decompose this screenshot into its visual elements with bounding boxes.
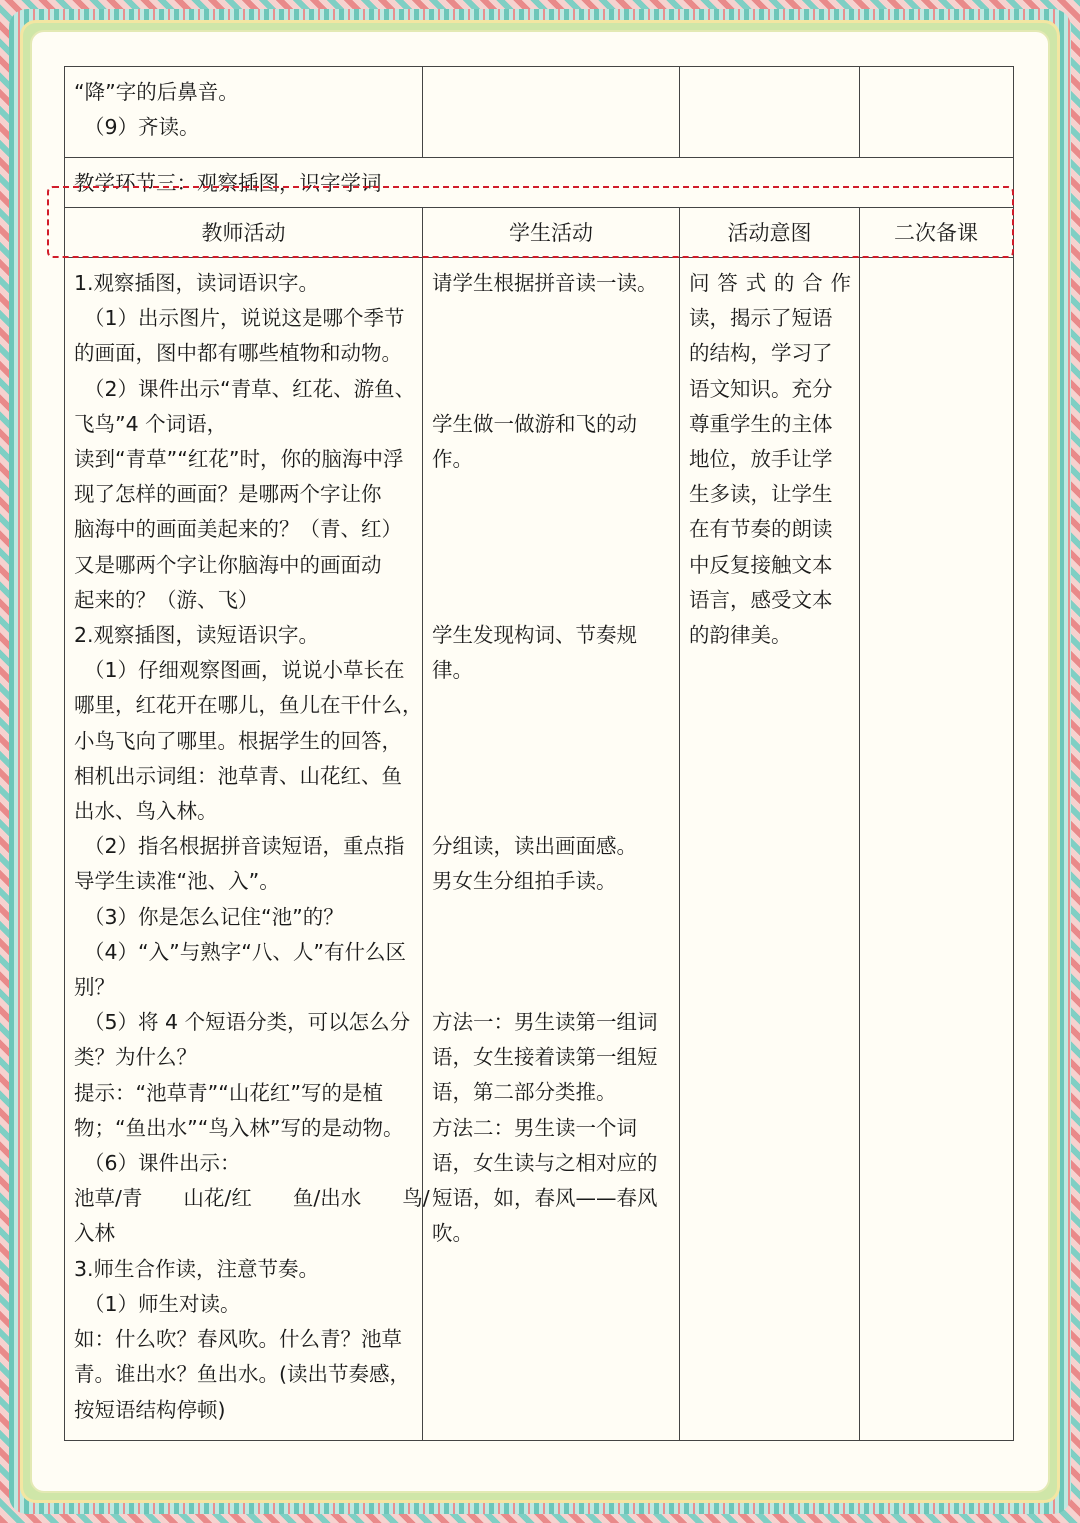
teacher-line: （6）课件出示： bbox=[84, 1151, 241, 1176]
teacher-line: （1）师生对读。 bbox=[84, 1291, 241, 1316]
continuation-line: “降”字的后鼻音。 bbox=[74, 80, 239, 104]
teacher-line: （5）将 4 个短语分类，可以怎么分 bbox=[84, 1010, 411, 1035]
header-second-preparation: 二次备课 bbox=[894, 221, 978, 245]
teacher-line: 提示：“池草青”“山花红”写的是植 bbox=[74, 1080, 383, 1105]
teacher-line: 哪里，红花开在哪儿，鱼儿在干什么， bbox=[74, 693, 423, 718]
header-student-activity: 学生活动 bbox=[423, 208, 680, 257]
teacher-line: （3）你是怎么记住“池”的？ bbox=[84, 904, 344, 929]
student-line: 分组读，读出画面感。 bbox=[432, 834, 637, 859]
section-title: 教学环节三：观察插图，识字学词 bbox=[74, 171, 382, 195]
activity-intent-cell bbox=[680, 258, 860, 1440]
teacher-line: 飞鸟”4 个词语， bbox=[74, 411, 228, 436]
second-preparation-cell bbox=[860, 258, 1012, 1440]
intent-line: 在有节奏的朗读 bbox=[689, 517, 833, 542]
teacher-line: 别？ bbox=[74, 975, 115, 1000]
teacher-line: 如：什么吹？春风吹。什么青？池草 bbox=[74, 1327, 402, 1352]
table-body-row bbox=[65, 258, 1013, 1440]
teacher-activity-cell bbox=[65, 258, 430, 1440]
teacher-line: （2）指名根据拼音读短语，重点指 bbox=[84, 834, 405, 859]
teacher-line: （1）出示图片，说说这是哪个季节 bbox=[84, 306, 405, 331]
intent-line: 的韵律美。 bbox=[689, 623, 792, 648]
intent-line: 地位，放手让学 bbox=[689, 447, 833, 472]
teacher-line: 物；“鱼出水”“鸟入林”写的是动物。 bbox=[74, 1115, 404, 1140]
student-line: 语，女生接着读第一组短 bbox=[432, 1045, 658, 1070]
teacher-line: 导学生读准“池、入”。 bbox=[74, 869, 280, 894]
student-line: 短语，如，春风——春风 bbox=[432, 1186, 658, 1211]
teacher-line: （1）仔细观察图画，说说小草长在 bbox=[84, 658, 405, 683]
teacher-line: 脑海中的画面美起来的？（青、红） bbox=[74, 517, 402, 542]
teacher-line: 读到“青草”“红花”时，你的脑海中浮 bbox=[74, 447, 404, 472]
student-line: 语，女生读与之相对应的 bbox=[432, 1150, 658, 1175]
student-line: 男女生分组拍手读。 bbox=[432, 869, 617, 894]
teacher-line: 类？为什么？ bbox=[74, 1045, 197, 1070]
teacher-line: （2）课件出示“青草、红花、游鱼、 bbox=[84, 376, 416, 401]
intent-line: 语文知识。充分 bbox=[689, 376, 833, 401]
intent-line: 的结构，学习了 bbox=[689, 341, 833, 366]
teacher-line: 又是哪两个字让你脑海中的画面动 bbox=[74, 552, 382, 577]
section-title-row bbox=[65, 158, 1013, 208]
teacher-line: 1.观察插图，读词语识字。 bbox=[74, 271, 320, 295]
student-line: 学生发现构词、节奏规 bbox=[432, 622, 637, 647]
intent-line: 问答式的合作 bbox=[689, 271, 851, 295]
teacher-line: 的画面，图中都有哪些植物和动物。 bbox=[74, 341, 402, 366]
teacher-line: 青。谁出水？鱼出水。(读出节奏感， bbox=[74, 1362, 410, 1387]
header-activity-intent: 活动意图 bbox=[680, 208, 860, 257]
intent-line: 语言，感受文本 bbox=[689, 587, 833, 612]
teacher-line: 现了怎样的画面？是哪两个字让你 bbox=[74, 482, 382, 507]
teacher-line: 入林 bbox=[74, 1221, 115, 1246]
table-header-row bbox=[65, 208, 1013, 258]
teacher-line: 起来的？（游、飞） bbox=[74, 587, 259, 612]
teacher-line: 按短语结构停顿) bbox=[74, 1397, 226, 1422]
student-line: 作。 bbox=[432, 446, 473, 471]
intent-line: 尊重学生的主体 bbox=[689, 411, 833, 436]
continuation-row bbox=[65, 67, 1013, 158]
teacher-line: （4）“入”与熟字“八、人”有什么区 bbox=[84, 939, 407, 964]
teacher-line: 2.观察插图，读短语识字。 bbox=[74, 623, 320, 648]
continuation-backup-cell bbox=[860, 67, 1012, 157]
student-line: 方法二：男生读一个词 bbox=[432, 1115, 637, 1140]
header-teacher-activity: 教师活动 bbox=[65, 208, 423, 257]
intent-line: 中反复接触文本 bbox=[689, 552, 833, 577]
intent-line: 生多读，让学生 bbox=[689, 482, 833, 507]
student-activity-cell bbox=[423, 258, 680, 1440]
teacher-line: 小鸟飞向了哪里。根据学生的回答， bbox=[74, 728, 402, 753]
student-line: 方法一：男生读第一组词 bbox=[432, 1010, 658, 1035]
teacher-line: 3.师生合作读，注意节奏。 bbox=[74, 1256, 320, 1281]
student-line: 请学生根据拼音读一读。 bbox=[432, 271, 658, 295]
teacher-line: 相机出示词组：池草青、山花红、鱼 bbox=[74, 763, 402, 788]
student-line: 律。 bbox=[432, 658, 473, 683]
intent-line: 读，揭示了短语 bbox=[689, 306, 833, 331]
student-line: 语，第二部分类推。 bbox=[432, 1080, 617, 1105]
student-line: 吹。 bbox=[432, 1221, 473, 1246]
teacher-line: 池草/青 山花/红 鱼/出水 鸟/ bbox=[74, 1186, 430, 1211]
lesson-plan-table bbox=[64, 66, 1014, 1441]
continuation-student-cell bbox=[423, 67, 680, 157]
student-line: 学生做一做游和飞的动 bbox=[432, 411, 637, 436]
continuation-line: （9）齐读。 bbox=[84, 115, 200, 140]
continuation-intent-cell bbox=[680, 67, 860, 157]
continuation-teacher-cell bbox=[65, 67, 423, 157]
teacher-line: 出水、鸟入林。 bbox=[74, 799, 218, 824]
